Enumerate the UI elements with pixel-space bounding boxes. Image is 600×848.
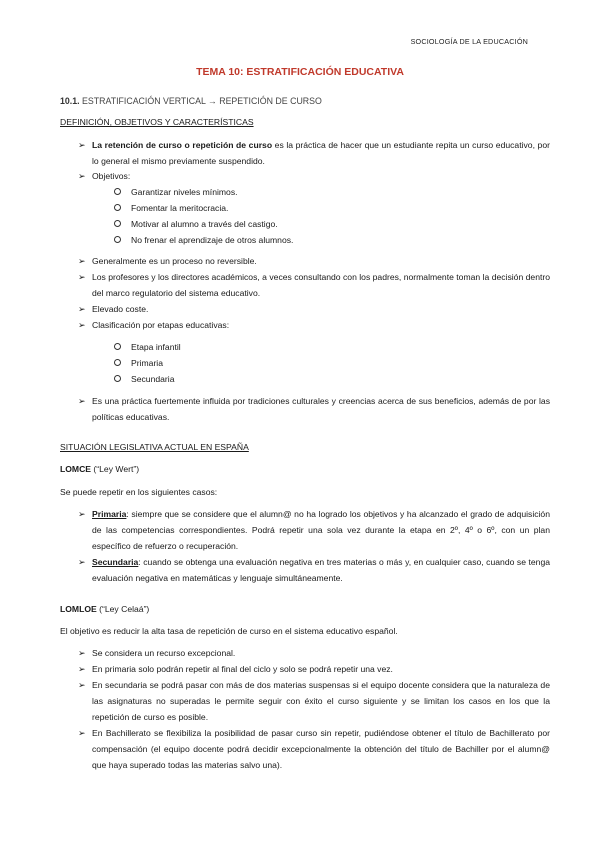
label-secundaria: Secundaria — [92, 557, 139, 567]
list-item — [78, 725, 550, 773]
stage-text: Etapa infantil — [131, 342, 181, 352]
list-item — [78, 253, 550, 269]
arrow-bullet-icon: ➢ — [78, 256, 86, 266]
arrow-bullet-icon: ➢ — [78, 272, 86, 282]
bullet-text: Clasificación por etapas educativas: — [92, 320, 230, 330]
sub-list-item — [114, 339, 181, 355]
sub-list-item — [114, 371, 174, 387]
bullet-text: Elevado coste. — [92, 304, 149, 314]
sub-list-item — [114, 200, 228, 216]
arrow-bullet-icon: ➢ — [78, 680, 86, 690]
arrow-bullet-icon: ➢ — [78, 664, 86, 674]
law-name: LOMLOE — [60, 604, 97, 614]
circle-bullet-icon — [114, 343, 121, 350]
arrow-bullet-icon: ➢ — [78, 396, 86, 406]
list-item — [78, 301, 550, 317]
bullet-text: Es una práctica fuertemente influida por tradiciones culturales y creencias acerca de sus beneficios, además de por las políticas educativas. — [92, 396, 550, 422]
section-title: ESTRATIFICACIÓN VERTICAL → REPETICIÓN DE CURSO — [82, 96, 322, 106]
arrow-bullet-icon: ➢ — [78, 509, 86, 519]
list-item — [78, 269, 550, 301]
list-item — [78, 506, 550, 554]
section-heading — [60, 96, 322, 106]
objective-text: No frenar el aprendizaje de otros alumnos. — [131, 235, 294, 245]
circle-bullet-icon — [114, 220, 121, 227]
section-number: 10.1. — [60, 96, 80, 106]
arrow-bullet-icon: ➢ — [78, 557, 86, 567]
lomce-intro: Se puede repetir en los siguientes casos: — [60, 487, 218, 497]
running-header: SOCIOLOGÍA DE LA EDUCACIÓN — [410, 37, 528, 46]
bullet-text: En secundaria se podrá pasar con más de dos materias suspensas si el equipo docente considera que la naturaleza de las asignaturas no superadas le permite seguir con éxito el curso siguiente y se limitan los casos en los que la repetición de curso es posible. — [92, 680, 550, 722]
bullet-text: : cuando se obtenga una evaluación negativa en tres materias o más y, en cualquier caso, cuando se tenga evaluación negativa en matemáticas y lenguaje simultáneamente. — [92, 557, 550, 583]
sub-list-item — [114, 184, 238, 200]
objective-text: Fomentar la meritocracia. — [131, 203, 229, 213]
sub-list-item — [114, 232, 293, 248]
circle-bullet-icon — [114, 236, 121, 243]
subheading-definition: DEFINICIÓN, OBJETIVOS Y CARACTERÍSTICAS — [60, 117, 254, 127]
circle-bullet-icon — [114, 359, 121, 366]
circle-bullet-icon — [114, 188, 121, 195]
law-alias: (“Ley Wert”) — [91, 464, 140, 474]
arrow-bullet-icon: ➢ — [78, 320, 86, 330]
bullet-text: Los profesores y los directores académicos, a veces consultando con los padres, normalmente toman la decisión dentro del marco regulatorio del sistema educativo. — [92, 272, 550, 298]
arrow-bullet-icon: ➢ — [78, 648, 86, 658]
bullet-text: En primaria solo podrán repetir al final del ciclo y solo se podrá repetir una vez. — [92, 664, 393, 674]
list-item — [78, 645, 550, 661]
arrow-bullet-icon: ➢ — [78, 728, 86, 738]
circle-bullet-icon — [114, 204, 121, 211]
arrow-bullet-icon: ➢ — [78, 171, 86, 181]
bullet-text: Generalmente es un proceso no reversible. — [92, 256, 257, 266]
law-heading-lomloe — [60, 601, 149, 617]
bullet-text: : siempre que se considere que el alumn@ no ha logrado los objetivos y ha alcanzado el grado de adquisición de las competencias correspondientes. Podrá repetir una sola vez durante la etapa en 2º, 4º o 6º, con un plan específico de refuerzo o recuperación. — [92, 509, 550, 551]
list-item — [78, 677, 550, 725]
stage-text: Secundaria — [131, 374, 175, 384]
law-name: LOMCE — [60, 464, 92, 474]
law-heading-lomce — [60, 461, 139, 477]
bold-term: La retención de curso o repetición de curso — [92, 140, 273, 150]
list-item — [78, 661, 550, 677]
arrow-bullet-icon: ➢ — [78, 140, 86, 150]
objective-text: Garantizar niveles mínimos. — [131, 187, 238, 197]
law-alias: (“Ley Celaá”) — [96, 604, 150, 614]
bullet-text: Se considera un recurso excepcional. — [92, 648, 236, 658]
document-title: TEMA 10: ESTRATIFICACIÓN EDUCATIVA — [196, 66, 404, 78]
sub-list-item — [114, 355, 163, 371]
stage-text: Primaria — [131, 358, 163, 368]
lomloe-intro: El objetivo es reducir la alta tasa de repetición de curso en el sistema educativo español. — [60, 626, 398, 636]
subheading-legislation: SITUACIÓN LEGISLATIVA ACTUAL EN ESPAÑA — [60, 442, 249, 452]
label-primaria: Primaria — [92, 509, 127, 519]
list-item — [78, 554, 550, 586]
objective-text: Motivar al alumno a través del castigo. — [131, 219, 278, 229]
sub-list-item — [114, 216, 278, 232]
list-item — [78, 168, 550, 184]
arrow-bullet-icon: ➢ — [78, 304, 86, 314]
list-item — [78, 317, 550, 333]
list-item — [78, 393, 550, 425]
bullet-text: Objetivos: — [92, 171, 131, 181]
bullet-text: En Bachillerato se flexibiliza la posibilidad de pasar curso sin repetir, pudiéndose obtener el título de Bachillerato por compensación (el equipo docente podrá decidir excepcionalmente la obtención del título de Bachiller por el alumn@ que haya superado todas las materias salvo una). — [92, 728, 550, 770]
circle-bullet-icon — [114, 375, 121, 382]
list-item — [78, 137, 550, 169]
bullet-text: es la práctica de hacer que un estudiante repita un curso educativo, por lo general el mismo previamente suspendido. — [92, 140, 550, 166]
